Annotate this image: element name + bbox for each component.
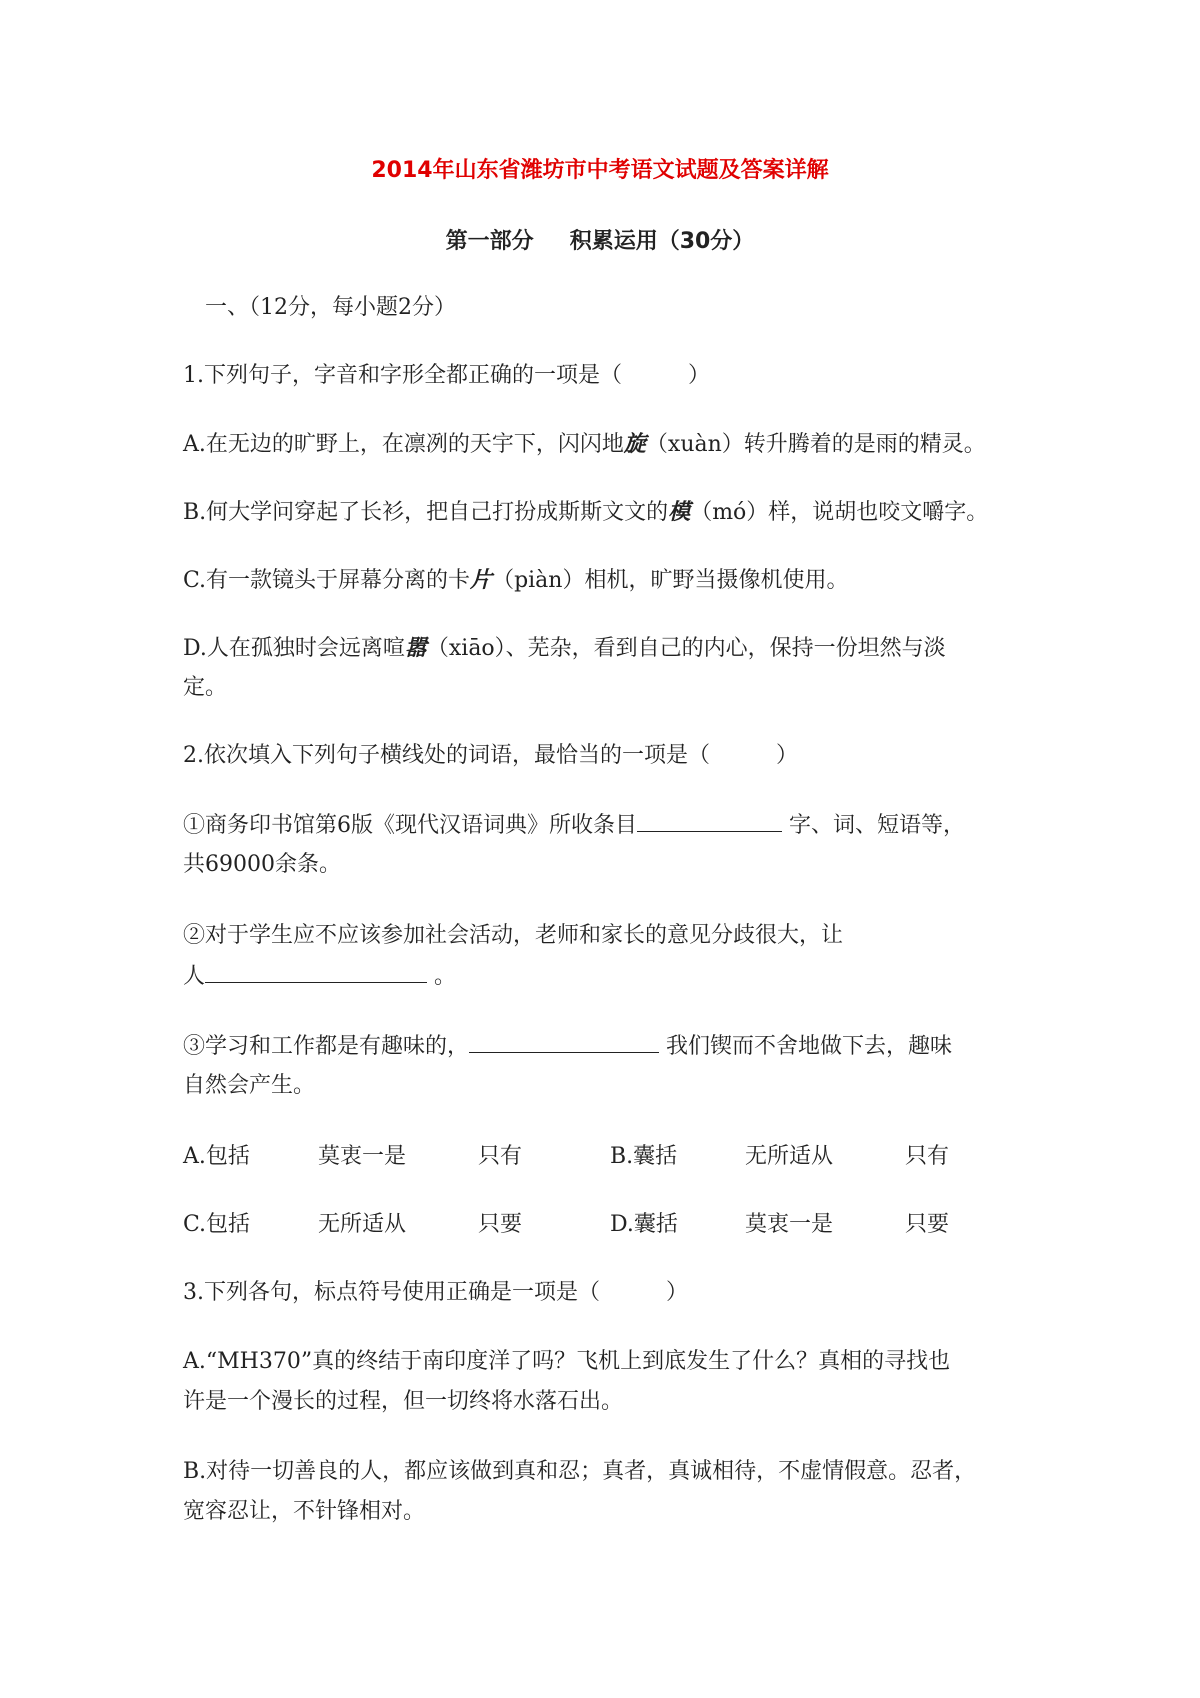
q3-option-b: B.对待一切善良的人，都应该做到真和忍；真者，真诚相待，不虚情假意。忍者， [183,1459,977,1484]
q2-sentence-2: ②对于学生应不应该参加社会活动，老师和家长的意见分歧很大，让 [183,923,844,948]
q2-s3-after: 我们锲而不舍地做下去，趣味 [659,1034,953,1059]
part-name: 第一部分 [445,229,534,254]
q2-option-cell: B.囊括 [610,1144,678,1169]
q1-option-d [183,628,1033,669]
q2-sentence-3-cont: 自然会产生。 [183,1073,316,1098]
q1-option-d-cont: 定。 [183,675,228,700]
q1-option-a [183,424,1033,465]
q2-s3-text: ③学习和工作都是有趣味的， [183,1034,470,1059]
q2-s3-blank [469,1026,659,1053]
q1-b-pinyin: （mó）样，说胡也咬文嚼字。 [690,500,989,525]
q1-d-pinyin: （xiāo）、芜杂，看到自己的内心，保持一份坦然与淡 [426,636,946,661]
q1-a-text: A.在无边的旷野上，在凛冽的天宇下，闪闪地 [183,432,624,457]
q2-option-cell: A.包括 [183,1144,250,1169]
q2-option-cell: D.囊括 [610,1212,678,1237]
q2-option-cell: 无所适从 [318,1212,407,1237]
q1-a-emphasis: 旋 [623,431,646,457]
q2-s1-blank [637,805,782,832]
q1-d-text: D.人在孤独时会远离喧 [183,636,405,661]
q2-option-cell: 只要 [478,1212,523,1237]
q1-b-emphasis: 模 [668,499,691,525]
q3-option-b-cont: 宽容忍让，不针锋相对。 [183,1499,426,1524]
section-heading: 一、（12分，每小题2分） [205,295,456,320]
q3-option-a-cont: 许是一个漫长的过程，但一切终将水落石出。 [183,1389,624,1414]
q1-b-text: B.何大学问穿起了长衫，把自己打扮成斯斯文文的 [183,500,669,525]
q2-s2-after: 。 [427,964,457,989]
q2-sentence-2-cont [183,956,1033,997]
q2-sentence-1 [183,805,1033,846]
q2-stem: 2.依次填入下列句子横线处的词语，最恰当的一项是（ ） [183,743,798,768]
document-title: 2014年山东省潍坊市中考语文试题及答案详解 [371,158,829,183]
q2-option-cell: C.包括 [183,1212,251,1237]
q2-option-cell: 莫衷一是 [318,1144,407,1169]
q1-c-pinyin: （piàn）相机，旷野当摄像机使用。 [492,568,849,593]
part-heading [0,224,1200,255]
q2-option-cell: 只有 [905,1144,950,1169]
q1-d-emphasis: 嚣 [404,635,427,661]
q1-option-b [183,492,1033,533]
q2-option-cell: 莫衷一是 [745,1212,834,1237]
q2-sentence-3 [183,1026,1033,1067]
q3-option-a: A.“MH370”真的终结于南印度洋了吗？飞机上到底发生了什么？真相的寻找也 [183,1349,951,1374]
q2-s2-blank [205,956,427,983]
q1-c-emphasis: 片 [470,567,493,593]
q1-stem: 1.下列句子，字音和字形全都正确的一项是（ ） [183,363,710,388]
q2-s1-text: ①商务印书馆第6版《现代汉语词典》所收条目 [183,813,637,838]
q2-option-cell: 无所适从 [745,1144,834,1169]
q2-option-cell: 只要 [905,1212,950,1237]
q1-a-pinyin: （xuàn）转升腾着的是雨的精灵。 [645,432,986,457]
q2-s2-text: 人 [183,964,206,989]
q1-option-c [183,560,1033,601]
part-topic: 积累运用（30分） [569,229,755,254]
q1-c-text: C.有一款镜头于屏幕分离的卡 [183,568,471,593]
q2-s1-after: 字、词、短语等， [782,813,965,838]
q2-option-cell: 只有 [478,1144,523,1169]
q2-sentence-1-cont: 共69000余条。 [183,852,341,877]
q3-stem: 3.下列各句，标点符号使用正确是一项是（ ） [183,1280,688,1305]
